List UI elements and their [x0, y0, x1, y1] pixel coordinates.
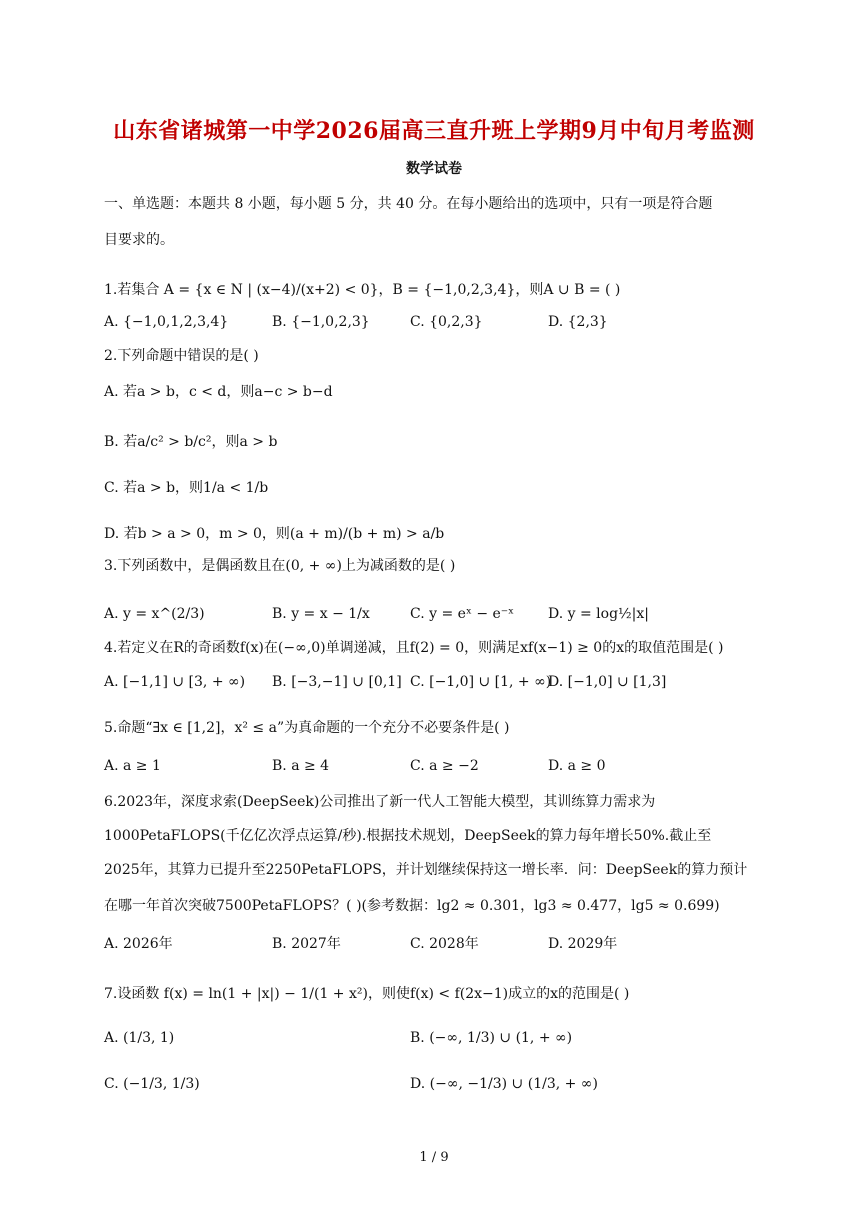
section-instructions-line-2: 目要求的。: [104, 232, 174, 248]
q3-stem: 3.下列函数中，是偶函数且在(0, + ∞)上为减函数的是( ): [104, 558, 456, 574]
q6-option-c: C. 2028年: [410, 936, 479, 952]
q6-option-b: B. 2027年: [272, 936, 341, 952]
q6-stem-line-3: 2025年，其算力已提升至2250PetaFLOPS，并计划继续保持这一增长率．问：DeepSeek的算力预计: [104, 862, 748, 878]
q6-option-d: D. 2029年: [548, 936, 618, 952]
page-number: 1 / 9: [419, 1150, 449, 1165]
q4-option-a: A. [−1,1] ∪ [3, + ∞): [104, 674, 246, 690]
q5-stem: 5.命题“∃x ∈ [1,2]，x² ≤ a”为真命题的一个充分不必要条件是( ): [104, 720, 510, 736]
q5-option-b: B. a ≥ 4: [272, 758, 330, 774]
q3-option-d: D. y = log½|x|: [548, 606, 649, 622]
q2-option-b: B. 若a/c² > b/c²，则a > b: [104, 434, 278, 450]
q7-option-c: C. (−1/3, 1/3): [104, 1076, 200, 1092]
section-instructions-line-1: 一、单选题：本题共 8 小题，每小题 5 分，共 40 分。在每小题给出的选项中，只有一项是符合题: [104, 196, 713, 212]
q6-stem-line-4: 在哪一年首次突破7500PetaFLOPS？( )(参考数据：lg2 ≈ 0.301，lg3 ≈ 0.477，lg5 ≈ 0.699): [104, 898, 720, 914]
q1-option-d: D. {2,3}: [548, 314, 608, 330]
exam-title: 山东省诸城第一中学2026届高三直升班上学期9月中旬月考监测: [113, 118, 755, 144]
q3-option-c: C. y = eˣ − e⁻ˣ: [410, 606, 515, 622]
exam-subtitle: 数学试卷: [406, 161, 462, 177]
q1-option-c: C. {0,2,3}: [410, 314, 483, 330]
q3-option-b: B. y = x − 1/x: [272, 606, 370, 622]
q7-option-d: D. (−∞, −1/3) ∪ (1/3, + ∞): [410, 1076, 598, 1092]
q1-stem: 1.若集合 A = {x ∈ N | (x−4)/(x+2) < 0}，B = {−1,0,2,3,4}，则A ∪ B = ( ): [104, 282, 621, 298]
q6-stem-line-2: 1000PetaFLOPS(千亿亿次浮点运算/秒).根据技术规划，DeepSeek的算力每年增长50%.截止至: [104, 828, 712, 844]
q7-option-b: B. (−∞, 1/3) ∪ (1, + ∞): [410, 1030, 573, 1046]
q4-option-c: C. [−1,0] ∪ [1, + ∞): [410, 674, 552, 690]
q5-option-d: D. a ≥ 0: [548, 758, 606, 774]
q2-option-d: D. 若b > a > 0，m > 0，则(a + m)/(b + m) > a/b: [104, 526, 445, 542]
q4-option-b: B. [−3,−1] ∪ [0,1]: [272, 674, 402, 690]
q2-stem: 2.下列命题中错误的是( ): [104, 348, 259, 364]
q5-option-a: A. a ≥ 1: [104, 758, 161, 774]
q7-option-a: A. (1/3, 1): [104, 1030, 175, 1046]
q7-stem: 7.设函数 f(x) = ln(1 + |x|) − 1/(1 + x²)，则使f(x) < f(2x−1)成立的x的范围是( ): [104, 986, 630, 1002]
q2-option-a: A. 若a > b，c < d，则a−c > b−d: [104, 384, 333, 400]
q4-stem: 4.若定义在R的奇函数f(x)在(−∞,0)单调递减，且f(2) = 0，则满足xf(x−1) ≥ 0的x的取值范围是( ): [104, 640, 724, 656]
q6-option-a: A. 2026年: [104, 936, 173, 952]
q5-option-c: C. a ≥ −2: [410, 758, 479, 774]
q6-stem-line-1: 6.2023年，深度求索(DeepSeek)公司推出了新一代人工智能大模型，其训练算力需求为: [104, 794, 656, 810]
q3-option-a: A. y = x^(2/3): [104, 606, 205, 622]
q4-option-d: D. [−1,0] ∪ [1,3]: [548, 674, 667, 690]
q2-option-c: C. 若a > b，则1/a < 1/b: [104, 480, 269, 496]
q1-option-b: B. {−1,0,2,3}: [272, 314, 370, 330]
q1-option-a: A. {−1,0,1,2,3,4}: [104, 314, 229, 330]
